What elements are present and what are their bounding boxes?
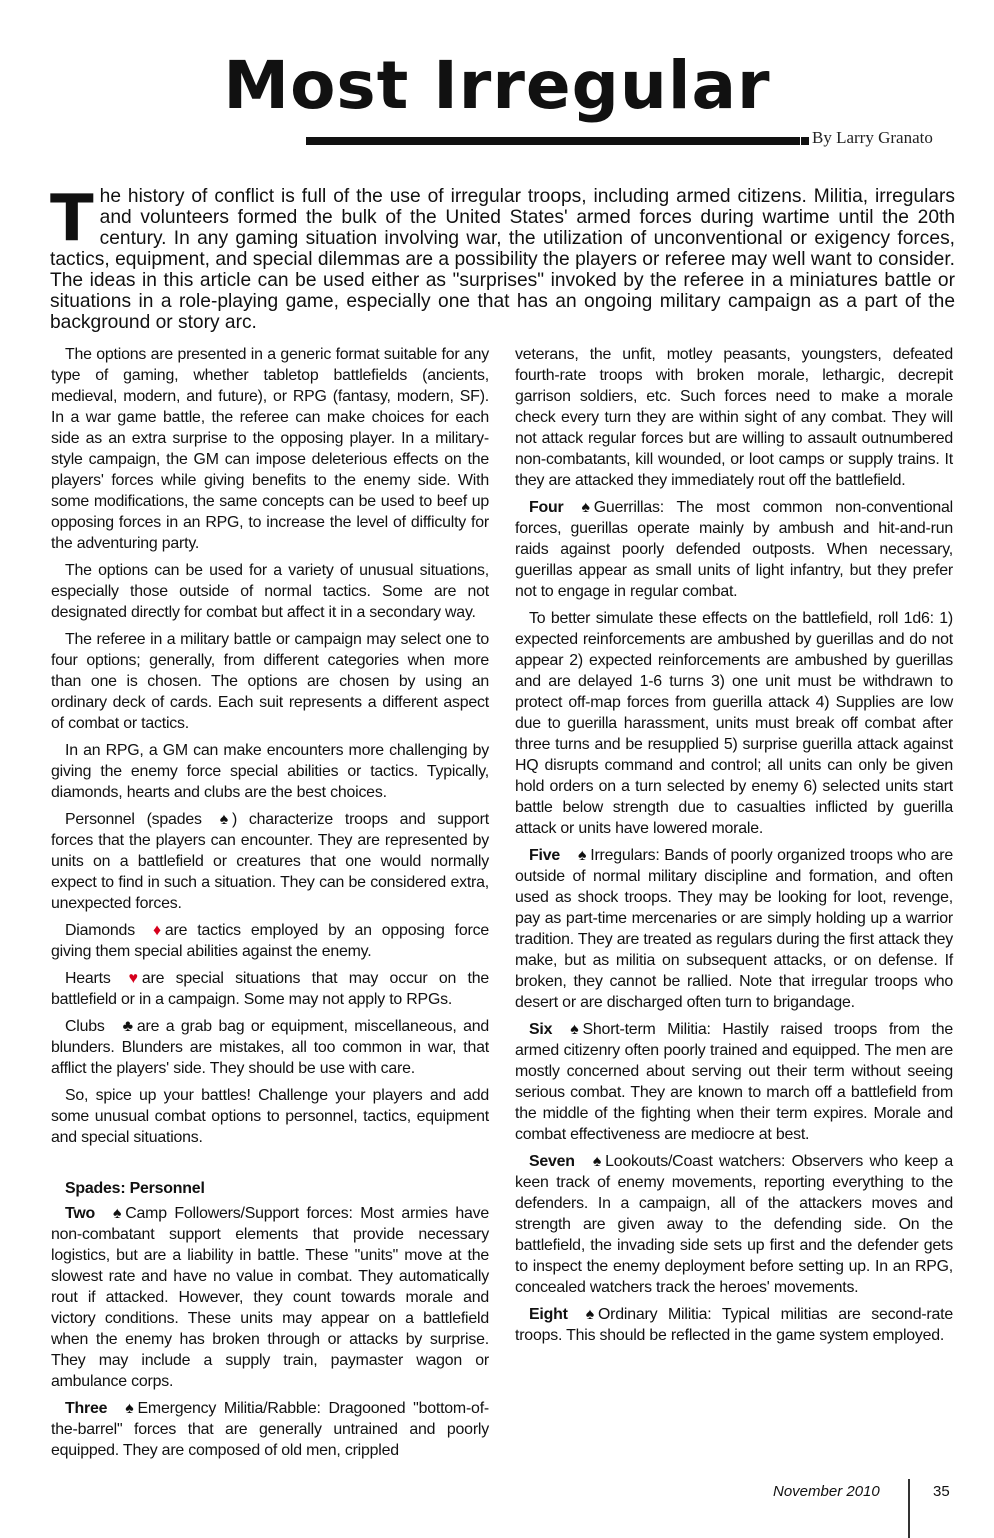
paragraph: The options are presented in a generic format suitable for any type of gaming, whether tabletop battlefields (ancients, medieval, modern, and future), or RPG (fantasy, modern, SF). In a war game battle, the referee can make choices for each side as an extra surprise to the opposing player. In a military-style campaign, the GM can impose deleterious effects on the players' forces while giving benefits to the enemy side. With some modifications, the same concepts can be used to beef up opposing forces in an RPG, to increase the level of difficulty for the adventuring party.	[51, 346, 489, 552]
title-rule	[306, 137, 800, 145]
entry-lead: Four	[529, 499, 564, 516]
text-span: Short-term Militia: Hastily raised troops from the armed citizenry often poorly trained and equipped. The men are mostly concerned about serving out their term without seeing serious combat. They are known to march off a battlefield from the middle of the fighting when their term expires. Morale and combat effectiveness are mediocre at best.	[515, 1021, 953, 1143]
paragraph: So, spice up your battles! Challenge your players and add some unusual combat options to personnel, tactics, equipment and special situations.	[51, 1087, 489, 1146]
diamond-icon: ♦	[152, 922, 161, 939]
paragraph: In an RPG, a GM can make encounters more challenging by giving the enemy force special abilities or tactics. Typically, diamonds, hearts and clubs are the best choices.	[51, 742, 489, 801]
spade-icon: ♠	[581, 499, 590, 516]
paragraph	[51, 920, 489, 962]
spade-icon: ♠	[219, 811, 228, 828]
text-span: are tactics employed by an opposing force giving them special abilities against the enemy.	[51, 922, 489, 960]
entry-two	[51, 1203, 489, 1392]
spade-icon: ♠	[585, 1306, 594, 1323]
entry-four	[515, 497, 953, 602]
text-span: Diamonds	[65, 922, 135, 939]
paragraph	[51, 809, 489, 914]
section-heading: Spades: Personnel	[65, 1180, 205, 1197]
left-column	[51, 344, 489, 1467]
byline: By Larry Granato	[812, 128, 933, 147]
spade-icon: ♠	[578, 847, 587, 864]
spade-icon: ♠	[125, 1400, 134, 1417]
entry-lead: Six	[529, 1021, 553, 1038]
paragraph: veterans, the unfit, motley peasants, youngsters, defeated fourth-rate troops with broken morale, lethargic, decrepit garrison soldiers, etc. Such forces need to make a morale check every turn they are within sight of any combat. They will not attack regular forces but are willing to assault outnumbered non-combatants, kill wounded, or loot camps or supply trains. It they are attacked they immediately rout off the battlefield.	[515, 346, 953, 489]
entry-lead: Two	[65, 1205, 95, 1222]
entry-lead: Eight	[529, 1306, 568, 1323]
spade-icon: ♠	[592, 1153, 602, 1170]
text-span: are a grab bag or equipment, miscellaneous, and blunders. Blunders are mistakes, all too common in war, that afflict the players' side. They should be use with care.	[51, 1018, 489, 1077]
paragraph: The referee in a military battle or campaign may select one to four options; generally, from different categories when more than one is chosen. The options are chosen by using an ordinary deck of cards. Each suit represents a different aspect of combat or tactics.	[51, 631, 489, 732]
title-rule-end	[801, 137, 809, 145]
paragraph: The options can be used for a variety of unusual situations, especially those outside of normal tactics. Some are not designated directly for combat but affect it in a secondary way.	[51, 562, 489, 621]
entry-three	[51, 1398, 489, 1461]
right-column	[515, 344, 953, 1352]
paragraph: To better simulate these effects on the battlefield, roll 1d6: 1) expected reinforcements are ambushed by guerillas and do not appear 2) expected reinforcements are ambushed by guerillas and are delayed 1-6 turns 3) one unit must be withdrawn to protect off-map forces from guerilla attack 4) Supplies are low due to guerilla harassment, units must break off combat after three turns and be resupplied 5) surprise guerilla attack against HQ disrupts command and control; all units can only be given hold orders on a turn selected by enemy 6) selected units start battle below strength due to casualties inflicted by guerilla attack or units have lowered morale.	[515, 610, 953, 837]
intro-paragraph	[50, 182, 955, 333]
paragraph	[51, 1016, 489, 1079]
entry-lead: Five	[529, 847, 560, 864]
heart-icon: ♥	[128, 970, 138, 987]
page-number: 35	[933, 1483, 950, 1500]
spade-icon: ♠	[113, 1205, 122, 1222]
club-icon: ♣	[122, 1018, 133, 1035]
drop-cap: T	[50, 182, 94, 256]
text-span: Hearts	[65, 970, 111, 987]
entry-lead: Three	[65, 1400, 108, 1417]
paragraph	[51, 968, 489, 1010]
article-title: Most Irregular	[223, 47, 771, 124]
footer-divider	[908, 1479, 910, 1538]
entry-seven	[515, 1151, 953, 1298]
text-span: ) characterize troops and support forces that the players can encounter. They are represented by units on a battlefield or creatures that one would normally expect to find in such a situation. They can be considered extra, unexpected forces.	[51, 811, 489, 912]
text-span: Personnel (spades	[65, 811, 202, 828]
text-span: are special situations that may occur on the battlefield or in a campaign. Some may not apply to RPGs.	[51, 970, 489, 1008]
text-span: Clubs	[65, 1018, 105, 1035]
text-span: Lookouts/Coast watchers: Observers who keep a keen track of enemy movements, reporting everything to the defenders. In a campaign, all of the attackers moves and strength are given away to the defending side. On the battlefield, the invading side sets up first and the defender gets to inspect the enemy deployment before setting up. In an RPG, concealed watchers track the heroes' movements.	[515, 1153, 953, 1296]
entry-eight	[515, 1304, 953, 1346]
entry-six	[515, 1019, 953, 1145]
text-span: Camp Followers/Support forces: Most armies have non-combatant support elements that provide necessary logistics, but are a liability in battle. These "units" move at the slowest rate and have no value in combat. They automatically rout if attacked. However, they count towards morale and victory conditions. These units may appear on a battlefield when the enemy has broken through or attacks by surprise. They may include a supply train, paymaster wagon or ambulance corps.	[51, 1205, 489, 1390]
intro-text: he history of conflict is full of the use of irregular troops, including armed citizens. Militia, irregulars and volunteers formed the bulk of the United States' armed forces during wartime until the 20th century. In any gaming situation involving war, the utilization of unconventional or exigency forces, tactics, equipment, and special dilemmas are a possibility the players or referee may well want to consider. The ideas in this article can be used either as "surprises" invoked by the referee in a miniatures battle or situations in a role-playing game, especially one that has an ongoing military campaign as a part of the background or story arc.	[50, 186, 955, 333]
text-span: Irregulars: Bands of poorly organized troops who are outside of normal military discipline and formation, and often used as shock troops. They may be looking for loot, revenge, pay as part-time mercenaries or are simply holding up a warrior tradition. They are treated as regulars during the first attack they make, but as militia on subsequent attacks, or on defense. If broken, they cannot be rallied. Note that irregular troops who desert or are discharged often turn to brigandage.	[515, 847, 953, 1011]
text-span: Emergency Militia/Rabble: Dragooned "bottom-of-the-barrel" forces that are generally untrained and poorly equipped. They are composed of old men, crippled	[51, 1400, 489, 1459]
entry-lead: Seven	[529, 1153, 575, 1170]
spade-icon: ♠	[570, 1021, 579, 1038]
text-span: Guerrillas: The most common non-conventional forces, guerillas operate mainly by ambush and hit-and-run raids against poorly defended outposts. When necessary, guerillas appear as small units of light infantry, but they prefer not to engage in regular combat.	[515, 499, 953, 600]
issue-date: November 2010	[773, 1483, 880, 1500]
entry-five	[515, 845, 953, 1013]
text-span: Ordinary Militia: Typical militias are second-rate troops. This should be reflected in the game system employed.	[515, 1306, 953, 1344]
